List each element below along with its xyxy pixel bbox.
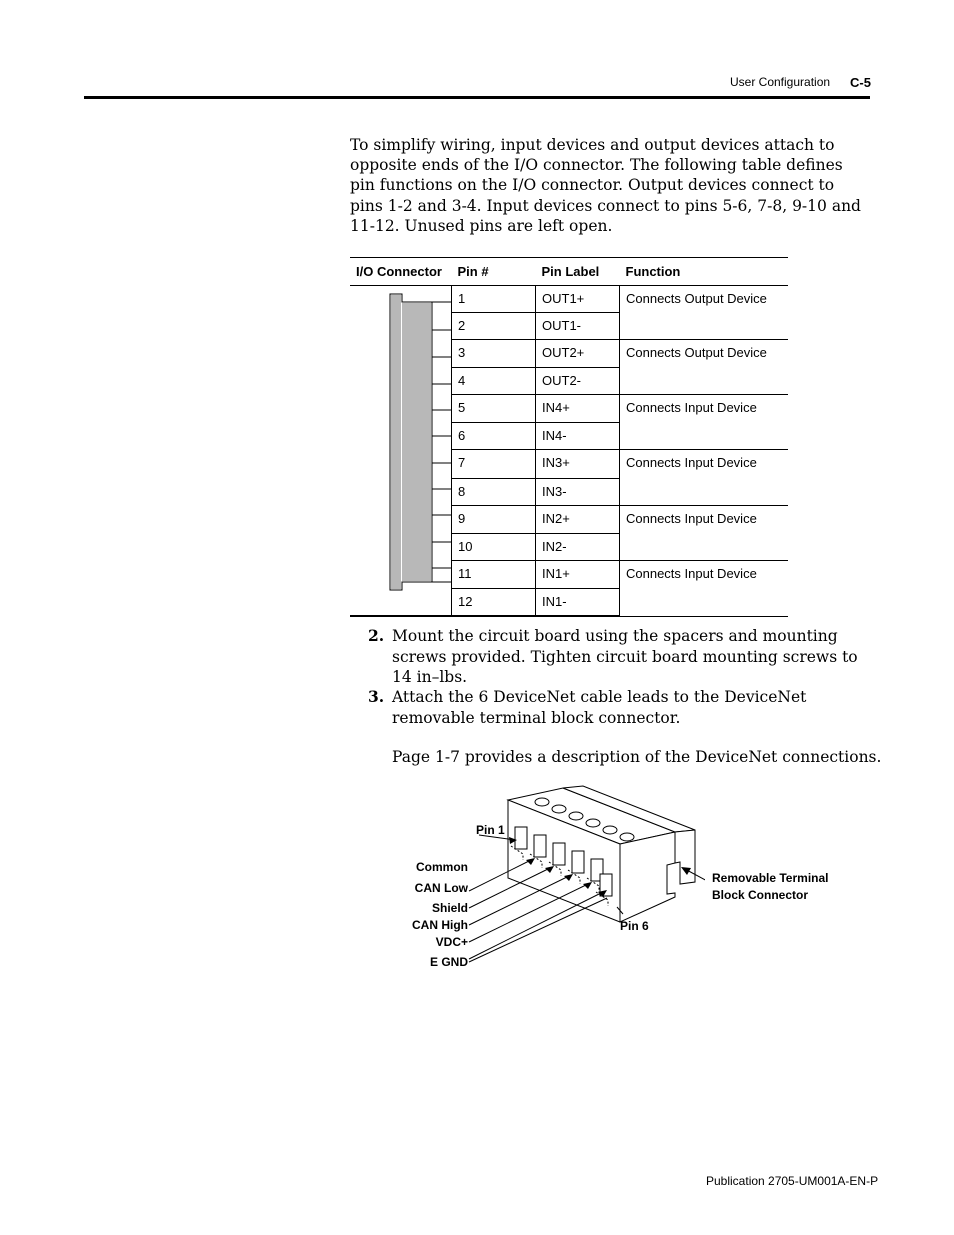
publication-footer: Publication 2705-UM001A-EN-P — [706, 1174, 879, 1188]
pin-number: 4 — [452, 368, 536, 395]
pin-label: OUT1- — [536, 313, 620, 340]
pin-number: 7 — [452, 450, 536, 478]
page-number: C-5 — [850, 75, 871, 90]
pin-function: Connects Input Device — [620, 560, 789, 616]
pin-label: IN4- — [536, 423, 620, 450]
pin-label: OUT2+ — [536, 340, 620, 368]
io-pin-table — [350, 257, 788, 617]
pin-label: OUT1+ — [536, 286, 620, 313]
signal-e-gnd: E GND — [429, 955, 468, 969]
signal-can-high: CAN High — [412, 918, 468, 932]
pin-label: IN4+ — [536, 395, 620, 423]
header-function: Function — [620, 258, 789, 286]
io-connector-diagram — [350, 286, 452, 617]
pin-label: IN3- — [536, 478, 620, 505]
signal-common: Common — [416, 860, 468, 874]
connector-label-line1: Removable Terminal — [712, 871, 829, 885]
step-3 — [368, 687, 868, 728]
header-pin-number: Pin # — [452, 258, 536, 286]
step-2 — [368, 626, 868, 688]
pin-number: 2 — [452, 313, 536, 340]
header-io-connector: I/O Connector — [350, 258, 452, 286]
pin-function: Connects Input Device — [620, 395, 789, 450]
pin-number: 9 — [452, 505, 536, 533]
signal-can-low: CAN Low — [414, 881, 468, 895]
pin-label: IN1+ — [536, 560, 620, 588]
running-header-section: User Configuration — [730, 75, 831, 89]
signal-shield: Shield — [431, 901, 468, 915]
pin-number: 8 — [452, 478, 536, 505]
step-text: Attach the 6 DeviceNet cable leads to the DeviceNet removable terminal block connector. — [392, 688, 807, 727]
step-number: 3. — [368, 687, 385, 706]
pin-number: 1 — [452, 286, 536, 313]
pin-label: OUT2- — [536, 368, 620, 395]
pin-number: 10 — [452, 533, 536, 560]
table-row — [350, 286, 788, 313]
io-connector-drawing — [350, 286, 451, 606]
pin-label: IN3+ — [536, 450, 620, 478]
header-pin-label: Pin Label — [536, 258, 620, 286]
step-text: Mount the circuit board using the spacers and mounting screws provided. Tighten circuit board mounting screws to 14 in–lbs. — [392, 627, 858, 686]
devicenet-note: Page 1-7 provides a description of the DeviceNet connections. — [392, 748, 882, 766]
signal-vdc-plus: VDC+ — [435, 935, 468, 949]
table-header-row — [350, 258, 788, 286]
pin1-label: Pin 1 — [476, 823, 505, 837]
header-rule — [84, 96, 870, 99]
pin-label: IN1- — [536, 589, 620, 617]
connector-label-line2: Block Connector — [712, 888, 809, 902]
pin-label: IN2- — [536, 533, 620, 560]
pin-number: 12 — [452, 589, 536, 617]
pin6-label: Pin 6 — [620, 919, 649, 933]
intro-paragraph: To simplify wiring, input devices and output devices attach to opposite ends of the I/O connector. The following table defines pin functions on the I/O connector. Output devices connect to pins 1-2 and 3-4. Input devices connect to pins 5-6, 7-8, 9-10 and 11-12. Unused pins are left open. — [350, 136, 861, 235]
step-number: 2. — [368, 626, 385, 645]
pin-function: Connects Output Device — [620, 286, 789, 340]
pin-function: Connects Output Device — [620, 340, 789, 395]
pin-number: 6 — [452, 423, 536, 450]
pin-function: Connects Input Device — [620, 450, 789, 505]
pin-number: 3 — [452, 340, 536, 368]
pin-number: 5 — [452, 395, 536, 423]
pin-number: 11 — [452, 560, 536, 588]
pin-label: IN2+ — [536, 505, 620, 533]
pin-function: Connects Input Device — [620, 505, 789, 560]
